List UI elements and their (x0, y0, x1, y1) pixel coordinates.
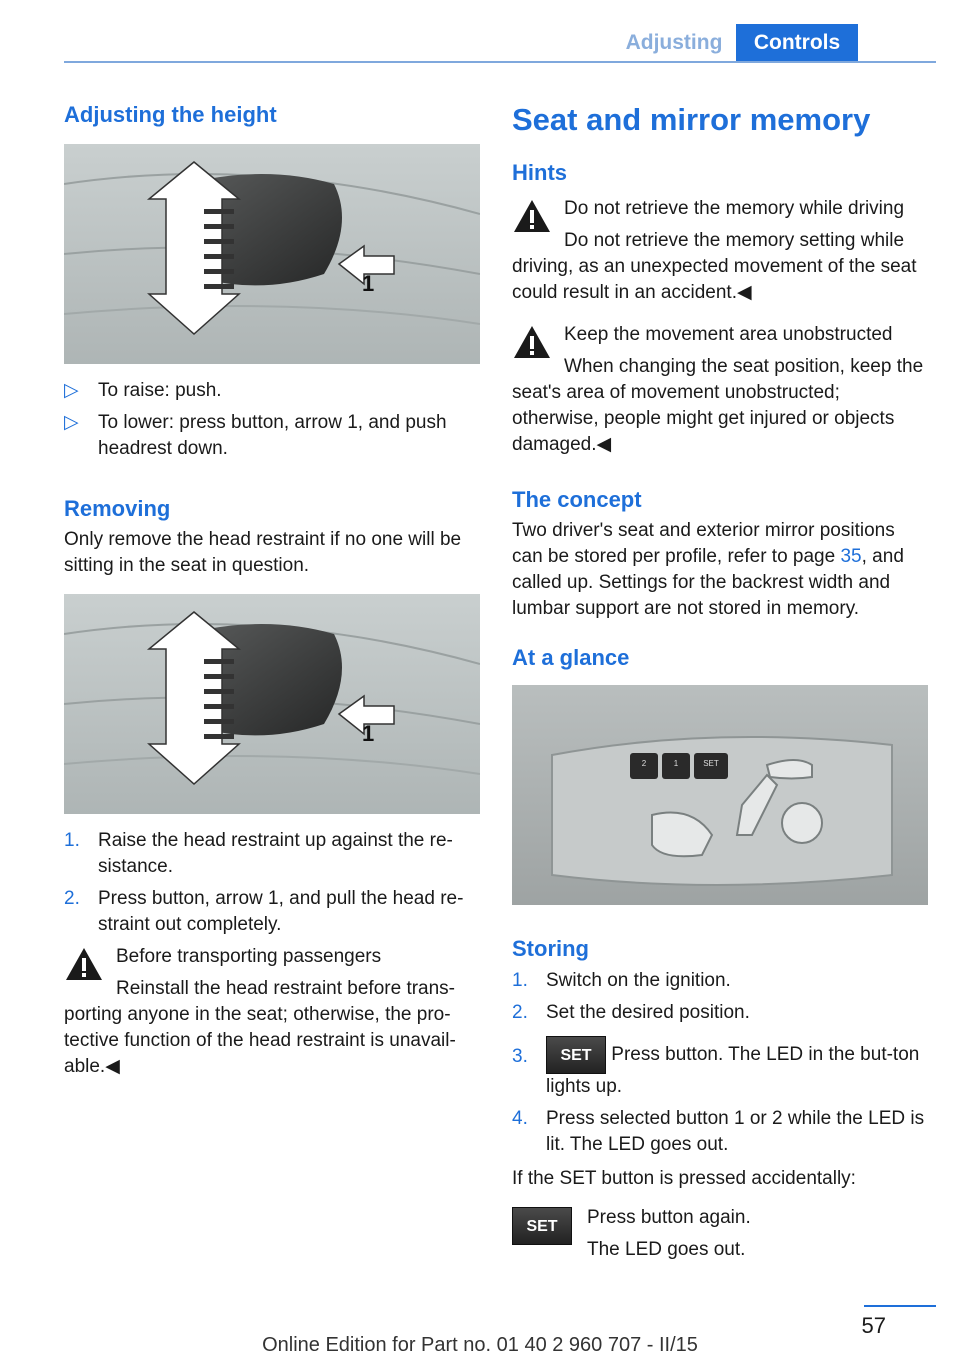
list-marker: 1. (512, 970, 528, 991)
list-marker: 2. (64, 888, 80, 909)
footer-edition: Online Edition for Part no. 01 40 2 960 707 - II/15 (262, 1334, 698, 1356)
warning-body-text: Do not retrieve the memory setting while driving, as an unexpected movement of the seat could result in an accident.◀ (512, 230, 917, 303)
list-item (64, 378, 480, 404)
list-item-text: Press button, arrow 1, and pull the head re-straint out completely. (98, 888, 464, 935)
list-item-text: To lower: press button, arrow 1, and push headrest down. (98, 412, 447, 459)
accidental-line-2: The LED goes out. (587, 1239, 746, 1260)
list-item (512, 1106, 928, 1158)
list-item-text: Press selected button 1 or 2 while the LED is lit. The LED goes out. (546, 1108, 925, 1155)
list-marker: 1. (64, 830, 80, 851)
list-item (64, 886, 480, 938)
warning-movement-area (512, 322, 928, 458)
list-marker: 3. (512, 1046, 528, 1067)
page-reference-link[interactable]: 35 (840, 546, 862, 567)
height-steps-list (64, 378, 480, 468)
list-marker: ▷ (64, 412, 79, 433)
set-button-icon: SET (512, 1207, 572, 1245)
memory-button-1-label: 1 (673, 759, 679, 768)
list-item (512, 1000, 928, 1026)
warning-title: Keep the movement area unobstructed (564, 324, 893, 345)
list-item-text: To raise: push. (98, 380, 222, 401)
warning-body (512, 228, 928, 306)
concept-paragraph (512, 518, 928, 622)
concept-text-before: Two driver's seat and exterior mirror positions can be stored per profile, refer to page (512, 520, 895, 567)
seat-controls-photo (512, 685, 928, 905)
heading-removing: Removing (64, 496, 171, 521)
list-item (64, 410, 480, 462)
memory-button-2-label: 2 (641, 759, 647, 768)
photo-label-1: 1 (362, 721, 375, 746)
warning-title: Before transporting passengers (116, 946, 382, 967)
warning-body-text: When changing the seat position, keep the seat's area of movement unobstructed; otherwise, people might get injured or objects damaged.◀ (512, 356, 924, 455)
list-item-text: Raise the head restraint up against the re-sistance. (98, 830, 453, 877)
warning-body-text: Reinstall the head restraint before trans-porting anyone in the seat; otherwise, the pro-tective function of the head restraint is unavail-able.◀ (64, 978, 456, 1077)
header-chapter-tab: Controls (736, 24, 858, 62)
list-marker: 2. (512, 1002, 528, 1023)
memory-button-set-label: SET (703, 759, 719, 768)
heading-the-concept: The concept (512, 487, 642, 512)
heading-storing: Storing (512, 936, 589, 961)
warning-icon (512, 324, 552, 360)
heading-at-a-glance: At a glance (512, 645, 630, 670)
list-marker: ▷ (64, 380, 79, 401)
list-item-text: Set the desired position. (546, 1002, 750, 1023)
heading-seat-mirror-memory: Seat and mirror memory (512, 102, 871, 137)
set-button-icon: SET (546, 1036, 606, 1074)
list-item (512, 1036, 928, 1100)
heading-adjusting-height: Adjusting the height (64, 102, 277, 127)
list-item (512, 968, 928, 994)
headrest-photo-removing (64, 594, 480, 814)
page-number: 57 (861, 1313, 886, 1338)
accidental-press-note: If the SET button is pressed accidentally: (512, 1168, 856, 1189)
warning-body (512, 354, 928, 458)
list-item (64, 828, 480, 880)
header-rule (64, 61, 936, 63)
removing-steps-list (64, 828, 480, 944)
warning-transport (64, 944, 480, 1080)
removing-intro: Only remove the head restraint if no one will be sitting in the seat in question. (64, 529, 462, 576)
list-marker: 4. (512, 1108, 528, 1129)
accidental-press-block (512, 1205, 928, 1263)
accidental-line-1: Press button again. (587, 1207, 751, 1228)
concept-text-after: , and called up. Settings for the backrest width and lumbar support are not stored in memory. (512, 546, 904, 619)
footer-rule (864, 1305, 936, 1307)
list-item-text: Switch on the ignition. (546, 970, 731, 991)
header-section-label: Adjusting (625, 31, 723, 54)
list-item-text: Press button. The LED in the but-ton lights up. (546, 1044, 920, 1097)
warning-title: Do not retrieve the memory while driving (564, 198, 905, 219)
storing-steps-list (512, 968, 928, 1164)
warning-body (64, 976, 480, 1080)
warning-icon (512, 198, 552, 234)
photo-label-1: 1 (362, 271, 375, 296)
heading-hints: Hints (512, 160, 567, 185)
warning-icon (64, 946, 104, 982)
warning-retrieve-memory (512, 196, 928, 306)
headrest-photo-height (64, 144, 480, 364)
